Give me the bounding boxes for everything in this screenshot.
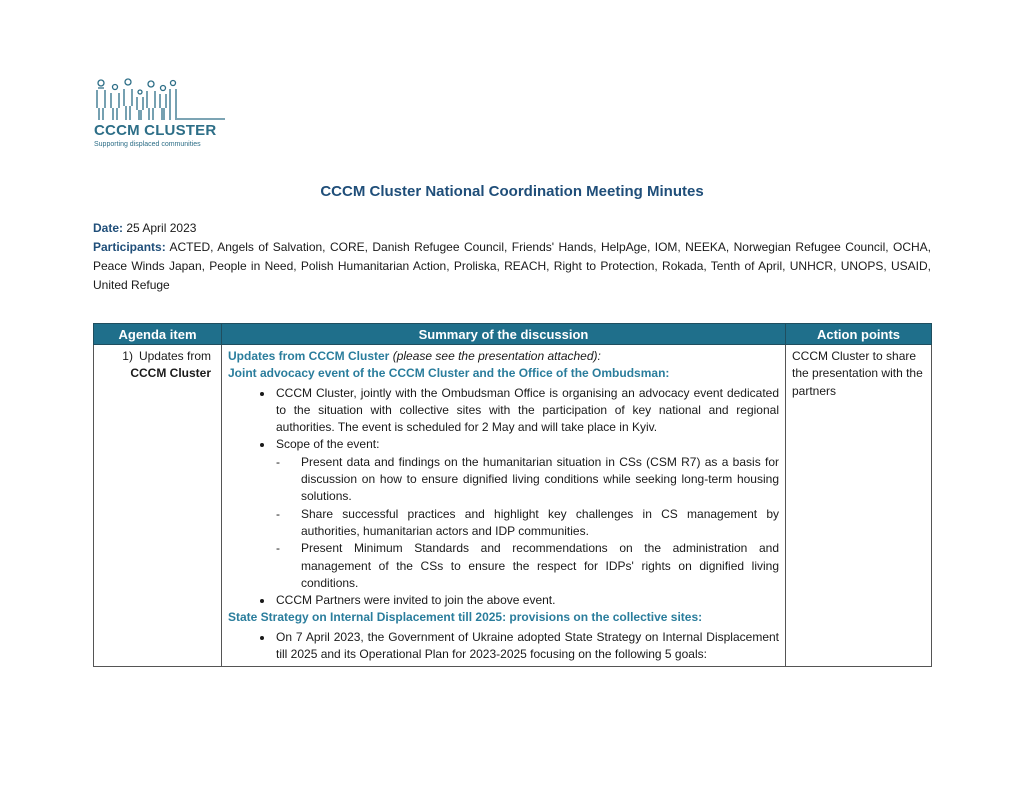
strategy-list [228, 629, 779, 664]
col-header-summary: Summary of the discussion [222, 324, 786, 345]
table-header-row [94, 324, 932, 345]
section-heading-updates: Updates from CCCM Cluster [228, 349, 390, 363]
minutes-table [93, 323, 932, 667]
scope-list [276, 454, 779, 592]
action-cell: CCCM Cluster to share the presentation with the partners [786, 345, 932, 667]
section-heading-strategy: State Strategy on Internal Displacement till 2025: provisions on the collective sites: [228, 610, 703, 625]
agenda-bold: CCCM Cluster [130, 366, 211, 381]
agenda-text: Updates from [138, 349, 211, 363]
logo-title: CCCM CLUSTER [94, 122, 217, 139]
advocacy-list [228, 385, 779, 610]
page-title: CCCM Cluster National Coordination Meeting Minutes [320, 183, 704, 200]
section-heading-advocacy: Joint advocacy event of the CCCM Cluster and the Office of the Ombudsman: [228, 366, 670, 381]
list-item: - Share successful practices and highlight key challenges in CS management by authorities, humanitarian actors and IDP communities. [299, 506, 779, 541]
col-header-action: Action points [786, 324, 932, 345]
list-item [274, 436, 779, 592]
summary-cell [222, 345, 786, 667]
logo-tagline: Supporting displaced communities [94, 141, 201, 148]
participants [93, 238, 931, 295]
col-header-agenda: Agenda item [94, 324, 222, 345]
date-label: Date: [93, 221, 124, 235]
cccm-logo [93, 78, 233, 154]
list-item-text: Scope of the event: [276, 437, 380, 452]
participants-value: ACTED, Angels of Salvation, CORE, Danish Refugee Council, Friends' Hands, HelpAge, IOM, NEEKA, Norwegian Refugee Council, OCHA, Peace Winds Japan, People in Need, Polish Humanitarian Action, Proliska, REACH, Right to Protection, Rokada, Tenth of April, UNHCR, UNOPS, USAID, United Refuge [93, 240, 932, 292]
list-item: • On 7 April 2023, the Government of Ukraine adopted State Strategy on Internal Displacement till 2025 and its Operational Plan for 2023-2025 focusing on the following 5 goals: [274, 629, 779, 664]
date-value: 25 April 2023 [126, 221, 197, 235]
list-item: - Present Minimum Standards and recommendations on the administration and management of the CSs to ensure the respect for IDPs' rights on dignified living conditions. [299, 540, 779, 592]
list-item: - Present data and findings on the humanitarian situation in CSs (CSM R7) as a basis for discussion on how to ensure dignified living conditions while seeking long-term housing solutions. [299, 454, 779, 506]
list-item: • CCCM Partners were invited to join the above event. [274, 592, 779, 609]
people-silhouette-icon [93, 78, 233, 124]
section-note: (please see the presentation attached): [392, 349, 601, 363]
agenda-cell [94, 345, 222, 667]
table-row [94, 345, 932, 667]
section-heading [228, 348, 779, 365]
meeting-date [93, 219, 931, 238]
list-item: • CCCM Cluster, jointly with the Ombudsman Office is organising an advocacy event dedicated to the situation with collective sites with the participation of key national and regional authorities. The event is scheduled for 2 May and will take place in Kyiv. [274, 385, 779, 437]
participants-label: Participants: [93, 240, 166, 254]
agenda-number: 1) [122, 349, 133, 363]
